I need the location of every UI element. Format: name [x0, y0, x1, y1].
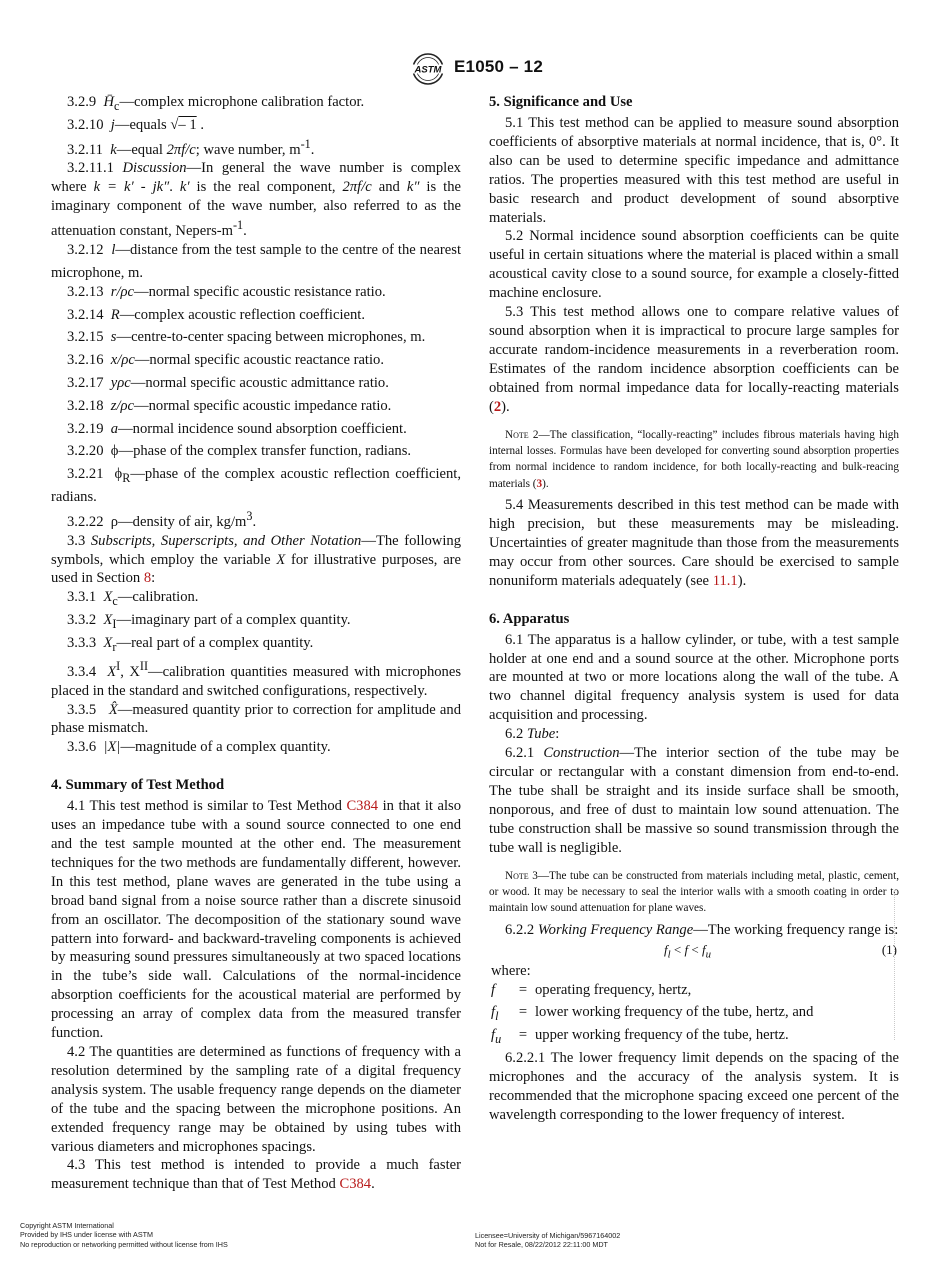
where-list: [489, 981, 899, 1049]
definition-list: [51, 241, 461, 507]
reference-3-link[interactable]: 3: [536, 477, 543, 490]
paragraph-6-2-2-1: 6.2.2.1 The lower frequency limit depends on the spacing of the microphones and the accuracy of the analysis system. It is recommended that the microphone spacing exceed one percent of the wavelength corresponding to the lower frequency of interest.: [489, 1050, 899, 1123]
list-item: 3.2.19 a—normal incidence sound absorption coefficient.: [67, 420, 407, 437]
list-item: 3.3.6 |X|—magnitude of a complex quantity.: [67, 739, 331, 756]
list-item: 3.2.15 s—centre-to-center spacing between microphones, m.: [67, 329, 426, 346]
list-item: 3.2.13 r/ρc—normal specific acoustic resistance ratio.: [67, 283, 386, 300]
list-item: 3.3.5 X̂—measured quantity prior to correction for amplitude and phase mismatch.: [51, 701, 461, 737]
note-3: Note 3—The tube can be constructed from materials including metal, plastic, cement, or wood. It may be necessary to seal the interior walls with a smooth coating in order to maintain low sound attenuation for plane waves.: [489, 869, 899, 915]
paragraph-6-1: 6.1 The apparatus is a hallow cylinder, or tube, with a test sample holder at one end and a sound source at the other. Microphone ports are mounted at two or more locations along the wall of the tube. A two channel digital frequency analysis system is used for data acquisition and processing.: [489, 631, 899, 724]
footer-copyright: Copyright ASTM International Provided by IHS under license with ASTM No reproduction or networking permitted without license from IHS: [20, 1221, 228, 1249]
section-8-link[interactable]: 8: [143, 570, 152, 587]
list-item: 3.2.17 yρc—normal specific acoustic admittance ratio.: [67, 374, 389, 391]
sqrt-symbol: √– 1: [170, 116, 197, 133]
discussion-3-2-11-1: 3.2.11.1 Discussion—In general the wave number is complex where k = k′ - jk″. k′ is the real component, 2πf/c and k″ is the imaginary component of the wave number, also referred to as the attenuation constant, Nepers-$m^{-1}$.: [51, 160, 462, 240]
page-header: [0, 52, 950, 88]
equation-expression: $f_l < f < f_u$: [664, 941, 711, 961]
paragraph-6-2: 6.2 Tube:: [505, 726, 560, 743]
reference-2-link[interactable]: 2: [493, 398, 502, 415]
paragraph-5-4: 5.4 Measurements described in this test method can be made with high precision, but these measurements may be misleading. Uncertainties of greater magnitude than those from the measurements may occur from other sources. Care should be exercised to sample nonuniform materials adequately (see 11.1).: [489, 497, 899, 589]
paragraph-6-2-2: 6.2.2 Working Frequency Range—The working frequency range is:: [505, 921, 899, 938]
paragraph-4-3: 4.3 This test method is intended to provide a much faster measurement technique than that of Test Method C384.: [51, 1157, 461, 1193]
note-2: Note 2—The classification, “locally-reacting” includes fibrous materials having high internal losses. Formulas have been developed for converting sound absorption properties from normal incidence to random incidence, for both locally-reacting and bulk-reacing materials (3).: [489, 428, 899, 490]
paragraph-5-1: 5.1 This test method can be applied to measure sound absorption coefficients of absorptive materials at normal incidence, that is, 0°. It also can be used to determine specific impedance and admittance ratios. The properties measured with this test method are useful in basic research and product development of sound absorptive materials.: [489, 115, 899, 226]
margin-dotted-line: [894, 890, 895, 1040]
section-3-3: 3.3 Subscripts, Superscripts, and Other Notation—The following symbols, which employ the variable X for illustrative purposes, are used in Section 8:: [51, 532, 462, 587]
c384-link[interactable]: C384: [339, 1176, 372, 1193]
def-3-2-11: 3.2.11 k—equal 2πf/c; wave number, $m^{-1}$.: [67, 136, 315, 158]
section-4-heading: 4. Summary of Test Method: [51, 777, 225, 794]
section-6-heading: 6. Apparatus: [489, 610, 570, 627]
list-item: 3.3.2 $X_I—imaginary$ part of a complex quantity.: [67, 612, 351, 632]
standard-designation: E1050 – 12: [454, 57, 543, 76]
paragraph-4-2: 4.2 The quantities are determined as functions of frequency with a resolution determined by the sampling rate of a digital frequency analysis system. The usable frequency range depends on the diameter of the tube and the spacing between the microphone positions. An extended frequency range may be obtained by using tubes with various diameters and microphones spacings.: [51, 1044, 461, 1155]
list-item: $f_u$ = upper working frequency of the tube, hertz.: [491, 1027, 789, 1047]
right-column: [489, 93, 899, 1125]
list-item: $f_l$ = lower working frequency of the tube, hertz, and: [491, 1004, 814, 1024]
def-3-2-22: 3.2.22 ρ—density of air, $kg/m^3$.: [67, 508, 257, 530]
list-item: 3.2.16 x/ρc—normal specific acoustic reactance ratio.: [67, 352, 384, 369]
def-3-2-10: 3.2.10 j—equals √– 1 .: [67, 116, 204, 133]
footer-license: Licensee=University of Michigan/5967164002 Not for Resale, 08/22/2012 22:11:00 MDT: [475, 1231, 621, 1250]
list-item: 3.2.14 R—complex acoustic reflection coefficient.: [67, 306, 365, 323]
where-label: where:: [491, 962, 531, 979]
list-item: 3.3.3 $X_r—real$ part of a complex quantity.: [67, 635, 314, 654]
astm-logo-icon: [408, 52, 448, 86]
list-item: f = operating frequency, hertz,: [491, 981, 692, 998]
list-item: 3.2.20 ϕ—phase of the complex transfer function, radians.: [67, 443, 412, 460]
astm-logo-text: ASTM: [414, 64, 442, 76]
paragraph-5-3: 5.3 This test method allows one to compare relative values of sound absorption when it is impractical to procure large samples for accurate random-incidence measurements in a reverberation room. Estimates of the random incidence absorption coefficients can be obtained from normal impedance data for locally-reacting materials (2).: [489, 304, 899, 415]
paragraph-5-2: 5.2 Normal incidence sound absorption coefficients can be quite useful in certain situations where the material is placed within a small acoustical cavity close to a sound source, for example a closely-fitted machine enclosure.: [489, 228, 899, 302]
equation-number: (1): [881, 941, 897, 957]
list-item: 3.2.21 $\phi_R—phase$ of the complex acoustic reflection coefficient, radians.: [51, 466, 461, 505]
paragraph-4-1: 4.1 This test method is similar to Test Method C384 in that it also uses an impedance tube with a sound source connected to one end and the test sample mounted at the other end. The measurement techniques for the two methods are fundamentally different, however. In this test method, plane waves are generated in the tube using a broad band signal from a noise source rather than a discrete sinusoid from an oscillator. The decomposition of the stationary sound wave pattern into forward- and backward-traveling components is achieved by measuring sound pressures simultaneously at two spaced locations in the tube’s side wall. Calculations of the normal-incidence absorption coefficients for the acoustical material are performed by processing an array of complex data from the measured transfer function.: [51, 798, 461, 1042]
c384-link[interactable]: C384: [346, 798, 379, 815]
list-item: 3.3.1 $X_c—calibration$.: [67, 589, 199, 609]
paragraph-6-2-1: 6.2.1 Construction—The interior section of the tube may be circular or rectangular with a constant dimension from end-to-end. The tube shall be straight and its inside surface shall be smooth, nonporous, and free of dust to maintain low sound attenuation. The tube construction shall be massive so sound transmission through the tube wall is negligible.: [489, 745, 899, 856]
list-item: 3.2.12 l—distance from the test sample to the centre of the nearest microphone, m.: [51, 241, 462, 281]
def-3-2-9: 3.2.9 $H̄_c—complex$ microphone calibration factor.: [67, 94, 365, 113]
section-5-heading: 5. Significance and Use: [489, 94, 633, 110]
def-3-3-4: 3.3.4 $X^I$, $X^{II}—calibration$ quantities measured with microphones placed in the standard and switched configurations, respectively.: [51, 658, 462, 699]
left-column: [51, 93, 461, 1194]
list-item: 3.2.18 z/ρc—normal specific acoustic impedance ratio.: [67, 397, 392, 414]
section-11-1-link[interactable]: 11.1: [712, 572, 738, 589]
equation-1: [489, 940, 899, 962]
